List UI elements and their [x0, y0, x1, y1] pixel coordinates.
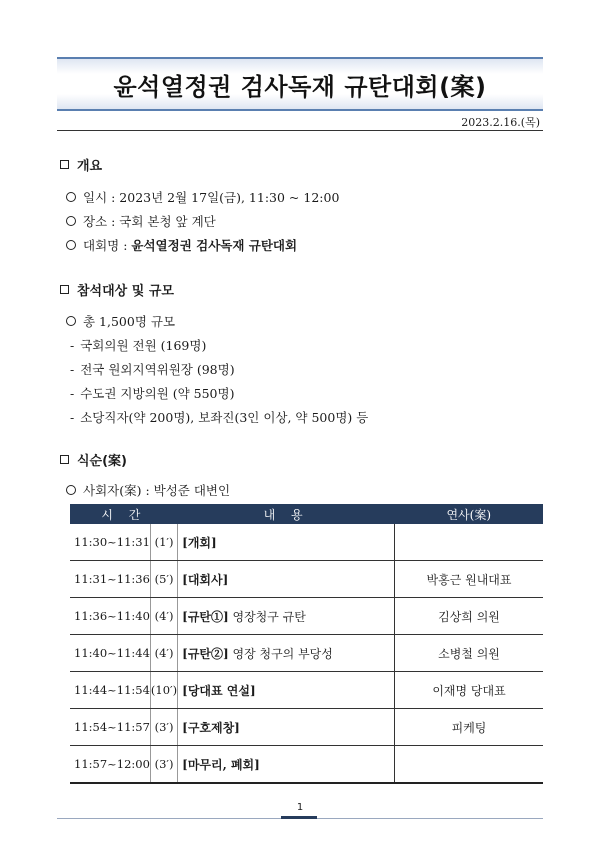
- row-content: [178, 746, 395, 784]
- section-title: 참석대상 및 규모: [77, 284, 174, 299]
- header-content: 내 용: [178, 504, 395, 524]
- table-row: [70, 635, 543, 672]
- header-speaker: 연사(案): [395, 504, 544, 524]
- circle-bullet-icon: [66, 240, 76, 250]
- participant-text: 소당직자(약 200명), 보좌진(3인 이상, 약 500명) 등: [80, 410, 369, 425]
- row-desc: 영장 청구의 부당성: [228, 646, 333, 661]
- row-duration: (5′): [150, 561, 177, 598]
- row-time: 11:31~11:36: [70, 561, 150, 598]
- row-tag: [마무리, 폐회]: [182, 757, 260, 772]
- row-duration: (4′): [150, 635, 177, 672]
- row-content: [178, 709, 395, 746]
- square-bullet-icon: [60, 455, 69, 464]
- event-name: 윤석열정권 검사독재 규탄대회: [131, 238, 298, 253]
- square-bullet-icon: [60, 160, 69, 169]
- row-tag: [개회]: [182, 535, 217, 550]
- row-speaker: [395, 524, 544, 561]
- section-title: 개요: [77, 159, 103, 174]
- event-label: 대회명 :: [83, 238, 132, 253]
- row-time: 11:30~11:31: [70, 524, 150, 561]
- participant-text: 수도권 지방의원 (약 550명): [80, 386, 235, 401]
- row-tag: [대회사]: [182, 572, 229, 587]
- row-time: 11:57~12:00: [70, 746, 150, 784]
- row-duration: (1′): [150, 524, 177, 561]
- table-row: [70, 524, 543, 561]
- row-time: 11:54~11:57: [70, 709, 150, 746]
- row-content: [178, 635, 395, 672]
- table-row: [70, 598, 543, 635]
- list-item: - 소당직자(약 200명), 보좌진(3인 이상, 약 500명) 등: [70, 409, 369, 425]
- list-item: - 국회의원 전원 (169명): [70, 337, 207, 353]
- row-time: 11:40~11:44: [70, 635, 150, 672]
- row-duration: (3′): [150, 709, 177, 746]
- table-row: [70, 746, 543, 784]
- section-program-heading: [60, 450, 127, 469]
- row-content: [178, 672, 395, 709]
- row-content: [178, 524, 395, 561]
- total-text: 총 1,500명 규모: [83, 314, 176, 329]
- row-duration: (3′): [150, 746, 177, 784]
- row-tag: [구호제창]: [182, 720, 240, 735]
- row-desc: 영장청구 규탄: [228, 609, 306, 624]
- row-speaker: 이재명 당대표: [395, 672, 544, 709]
- section-title: 식순(案): [77, 454, 127, 469]
- moderator-text: 사회자(案) : 박성준 대변인: [83, 483, 231, 498]
- document-title: 윤석열정권 검사독재 규탄대회(案): [113, 72, 487, 101]
- row-speaker: 소병철 의원: [395, 635, 544, 672]
- participant-text: 전국 원외지역위원장 (98명): [80, 362, 235, 377]
- circle-bullet-icon: [66, 192, 76, 202]
- table-row: [70, 672, 543, 709]
- row-speaker: [395, 746, 544, 784]
- place-text: 장소 : 국회 본청 앞 계단: [83, 214, 216, 229]
- circle-bullet-icon: [66, 485, 76, 495]
- row-tag: [규탄②]: [182, 646, 229, 661]
- list-item: - 전국 원외지역위원장 (98명): [70, 361, 235, 377]
- participant-text: 국회의원 전원 (169명): [80, 338, 207, 353]
- row-speaker: 피케팅: [395, 709, 544, 746]
- row-duration: (10′): [150, 672, 177, 709]
- circle-bullet-icon: [66, 316, 76, 326]
- table-row: [70, 709, 543, 746]
- row-content: [178, 561, 395, 598]
- program-moderator: [66, 481, 230, 499]
- overview-schedule: [66, 188, 339, 206]
- page-number: 1: [296, 802, 304, 813]
- section-participants-heading: [60, 280, 174, 299]
- row-speaker: 박홍근 원내대표: [395, 561, 544, 598]
- schedule-text: 일시 : 2023년 2월 17일(금), 11:30 ~ 12:00: [83, 190, 340, 205]
- row-duration: (4′): [150, 598, 177, 635]
- date-divider: [57, 130, 543, 131]
- row-time: 11:44~11:54: [70, 672, 150, 709]
- header-time: 시 간: [70, 504, 178, 524]
- participants-total: [66, 312, 175, 330]
- overview-event: [66, 236, 297, 254]
- table-row: [70, 561, 543, 598]
- circle-bullet-icon: [66, 216, 76, 226]
- row-tag: [규탄①]: [182, 609, 229, 624]
- title-banner: [57, 57, 543, 111]
- list-item: - 수도권 지방의원 (약 550명): [70, 385, 235, 401]
- program-table: [70, 504, 543, 784]
- document-date: 2023.2.16.(목): [461, 116, 540, 129]
- row-tag: [당대표 연설]: [182, 683, 256, 698]
- table-header-row: [70, 504, 543, 524]
- footer-accent: [281, 816, 317, 819]
- section-overview-heading: [60, 155, 102, 174]
- overview-place: [66, 212, 216, 230]
- row-content: [178, 598, 395, 635]
- square-bullet-icon: [60, 285, 69, 294]
- row-time: 11:36~11:40: [70, 598, 150, 635]
- row-speaker: 김상희 의원: [395, 598, 544, 635]
